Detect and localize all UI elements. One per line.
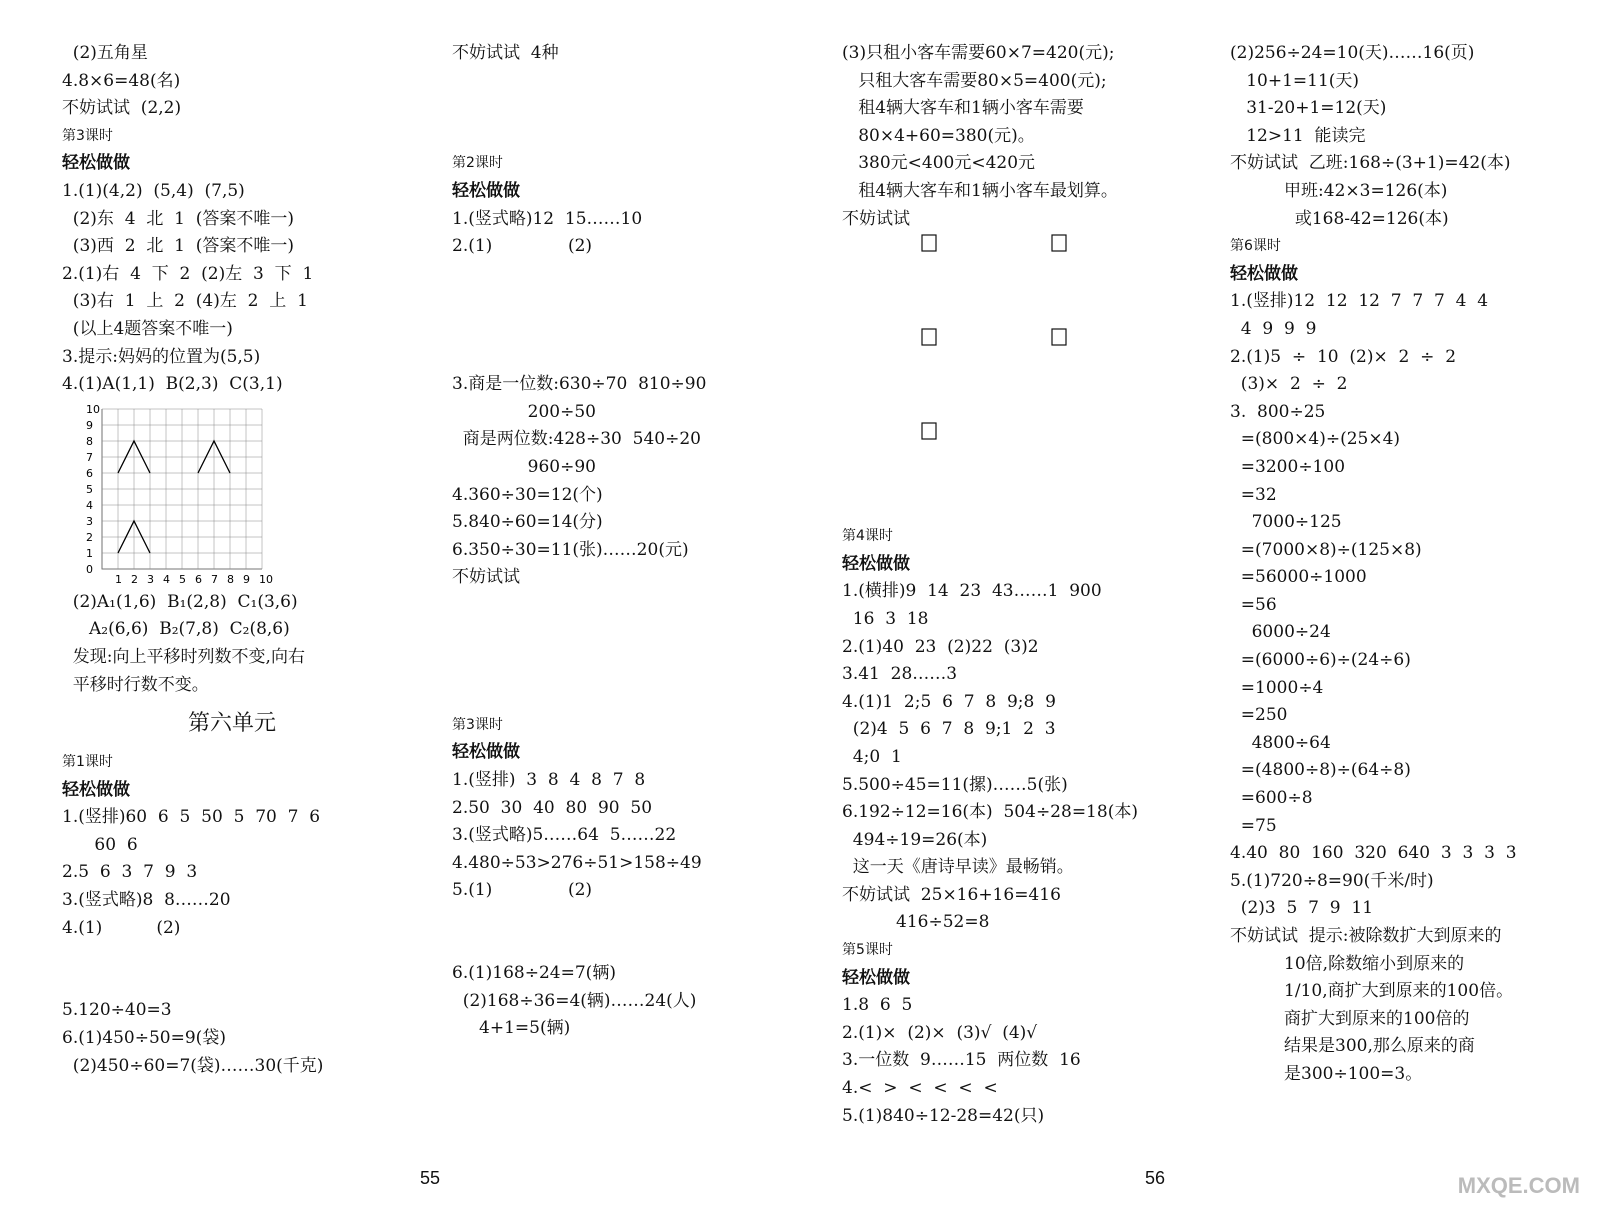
col2-line: 2.(1) (2)	[452, 236, 593, 257]
col4-line: =56000÷1000	[1230, 567, 1367, 588]
col4-line: 31-20+1=12(天)	[1230, 98, 1387, 119]
col3b-line: 第4课时	[842, 528, 893, 545]
x-tick-label: 10	[259, 572, 273, 586]
col4-line: =1000÷4	[1230, 677, 1324, 698]
col2-line	[452, 95, 812, 123]
col3-line: 租4辆大客车和1辆小客车最划算。	[842, 180, 1118, 201]
col3b-line: 4.< > < < < <	[842, 1078, 998, 1099]
col4-line: 结果是300,那么原来的商	[1230, 1036, 1475, 1057]
col4-line: 10+1=11(天)	[1230, 70, 1360, 91]
col1c-line: (2)450÷60=7(袋)……30(千克)	[62, 1055, 324, 1076]
y-tick-label: 6	[86, 466, 93, 480]
col1c-line	[62, 942, 402, 970]
col3-line: 380元<400元<420元	[842, 153, 1036, 174]
col3b-line: 416÷52=8	[842, 912, 990, 933]
col2-line: 3.商是一位数:630÷70 810÷90	[452, 374, 707, 395]
column-4	[1230, 40, 1570, 1089]
x-tick-label: 7	[211, 572, 218, 586]
col3b-line: 轻松做做	[842, 967, 910, 988]
col1-line: 第3课时	[62, 127, 113, 144]
col3-line: (3)只租小客车需要60×7=420(元);	[842, 43, 1115, 63]
col1b-line: (2)A₁(1,6) B₁(2,8) C₁(3,6)	[62, 591, 298, 612]
col4-line: =(6000÷6)÷(24÷6)	[1230, 650, 1411, 671]
col1c-line	[62, 970, 402, 998]
col2b-line: 4+1=5(辆)	[452, 1018, 571, 1039]
col4-line: =600÷8	[1230, 788, 1313, 809]
col2-line: 200÷50	[452, 401, 596, 422]
col4-line: =32	[1230, 484, 1277, 505]
col1-line: (2)东 4 北 1 (答案不唯一)	[62, 208, 295, 229]
col1-line: (3)西 2 北 1 (答案不唯一)	[62, 236, 295, 257]
col4-line: =56	[1230, 594, 1277, 615]
col1b-line: A₂(6,6) B₂(7,8) C₂(8,6)	[62, 619, 290, 640]
y-tick-label: 2	[86, 530, 93, 544]
col2-line	[452, 288, 812, 316]
col3-line: 租4辆大客车和1辆小客车需要	[842, 98, 1084, 119]
col4-line: (3)× 2 ÷ 2	[1230, 374, 1348, 395]
col2b-line: 6.(1)168÷24=7(辆)	[452, 963, 616, 984]
col3b-line: 2.(1)× (2)× (3)√ (4)√	[842, 1022, 1038, 1043]
x-tick-label: 6	[195, 572, 202, 586]
col2-line: 不妨试试	[452, 567, 520, 588]
col3b-line: 5.(1)840÷12-28=42(只)	[842, 1105, 1045, 1126]
col1c-line: 4.(1) (2)	[62, 917, 181, 938]
col4-line: 不妨试试 提示:被除数扩大到原来的	[1230, 926, 1502, 946]
col2b-line	[452, 933, 812, 961]
col4-line: 4.40 80 160 320 640 3 3 3 3	[1230, 843, 1517, 864]
column-1	[62, 40, 402, 1080]
col3b-line: 6.192÷12=16(本) 504÷28=18(本)	[842, 802, 1138, 823]
box-division-puzzles	[842, 233, 1222, 523]
col4-line: 1/10,商扩大到原来的100倍。	[1230, 981, 1514, 1002]
col3b-line: 轻松做做	[842, 553, 910, 574]
col2b-line: (2)168÷36=4(辆)……24(人)	[452, 990, 697, 1011]
col3b-line: 4;0 1	[842, 746, 902, 767]
col1c-line: 2.5 6 3 7 9 3	[62, 862, 198, 883]
col1c-line: 1.(竖排)60 6 5 50 5 70 7 6	[62, 807, 321, 828]
col1-line: 轻松做做	[62, 153, 130, 174]
col3b-line: 不妨试试 25×16+16=416	[842, 884, 1061, 905]
y-tick-label: 5	[86, 482, 93, 496]
x-tick-label: 2	[131, 572, 138, 586]
y-tick-label: 1	[86, 546, 93, 560]
col2-line: 1.(竖式略)12 15……10	[452, 208, 643, 229]
col4-line: 5.(1)720÷8=90(千米/时)	[1230, 870, 1434, 891]
col2b-line: 第3课时	[452, 716, 503, 733]
y-tick-label: 0	[86, 562, 93, 576]
col4-line: 或168-42=126(本)	[1230, 208, 1449, 229]
unit-title: 第六单元	[187, 711, 276, 737]
col1-line: 4.(1)A(1,1) B(2,3) C(3,1)	[62, 374, 283, 395]
col2b-line: 4.480÷53>276÷51>158÷49	[452, 852, 702, 873]
col3b-line: 5.500÷45=11(摞)……5(张)	[842, 774, 1068, 795]
x-tick-label: 9	[243, 572, 250, 586]
col4-line: 1.(竖排)12 12 12 7 7 7 4 4	[1230, 291, 1489, 312]
col1c-line: 60 6	[62, 834, 138, 855]
col2b-line: 2.50 30 40 80 90 50	[452, 797, 653, 818]
col3b-line: 1.(横排)9 14 23 43……1 900	[842, 581, 1102, 602]
col3b-line: 第5课时	[842, 942, 893, 959]
col4-line: 商扩大到原来的100倍的	[1230, 1008, 1470, 1029]
col4-line: 2.(1)5 ÷ 10 (2)× 2 ÷ 2	[1230, 346, 1457, 367]
col4-line: 12>11 能读完	[1230, 125, 1366, 146]
y-tick-label: 7	[86, 450, 93, 464]
col4-line: 6000÷24	[1230, 622, 1331, 643]
column-2	[452, 40, 812, 1043]
y-tick-label: 4	[86, 498, 93, 512]
col3-line: 只租大客车需要80×5=400(元);	[842, 70, 1107, 91]
col4-line: 轻松做做	[1230, 263, 1298, 284]
col1b-line: 平移时行数不变。	[62, 674, 209, 695]
col1-line: 4.8×6=48(名)	[62, 70, 181, 91]
col4-line: 10倍,除数缩小到原来的	[1230, 953, 1465, 974]
col3b-line: 4.(1)1 2;5 6 7 8 9;8 9	[842, 691, 1056, 712]
x-tick-label: 1	[115, 572, 122, 586]
col1c-line: 3.(竖式略)8 8……20	[62, 890, 231, 911]
col4-line: =75	[1230, 815, 1277, 836]
col3b-line: 这一天《唐诗早读》最畅销。	[842, 857, 1074, 878]
col2-line: 不妨试试 4种	[452, 43, 559, 63]
col4-line: 第6课时	[1230, 238, 1281, 255]
col4-line: =(4800÷8)÷(64÷8)	[1230, 760, 1411, 781]
y-tick-label: 10	[86, 402, 100, 416]
col4-line: 是300÷100=3。	[1230, 1063, 1423, 1084]
col4-line: 4 9 9 9	[1230, 318, 1317, 339]
col4-line: =(7000×8)÷(125×8)	[1230, 539, 1422, 560]
col1c-line: 5.120÷40=3	[62, 1000, 172, 1021]
column-3	[842, 40, 1222, 1130]
y-tick-label: 8	[86, 434, 93, 448]
col1-line: 2.(1)右 4 下 2 (2)左 3 下 1	[62, 263, 314, 284]
col4-line: (2)256÷24=10(天)……16(页)	[1230, 43, 1475, 63]
col4-line: 不妨试试 乙班:168÷(3+1)=42(本)	[1230, 153, 1511, 174]
col3-line: 80×4+60=380(元)。	[842, 125, 1035, 146]
col2-line	[452, 316, 812, 344]
col4-line: 7000÷125	[1230, 512, 1342, 533]
col4-line: 4800÷64	[1230, 732, 1331, 753]
col4-line: =250	[1230, 705, 1288, 726]
col1-line: (3)右 1 上 2 (4)左 2 上 1	[62, 291, 308, 312]
x-tick-label: 5	[179, 572, 186, 586]
col1-line: 不妨试试 (2,2)	[62, 98, 182, 119]
watermark: MXQE.COM	[1457, 1173, 1580, 1198]
col2-line	[452, 344, 812, 372]
col1-line: 1.(1)(4,2) (5,4) (7,5)	[62, 180, 245, 201]
page-number-right: 56	[1145, 1168, 1166, 1188]
col2-line: 6.350÷30=11(张)……20(元)	[452, 539, 689, 560]
col3b-line: 3.41 28……3	[842, 664, 958, 685]
col1c-line: 第1课时	[62, 754, 113, 771]
col1b-line: 发现:向上平移时列数不变,向右	[62, 646, 305, 667]
col3b-line: 2.(1)40 23 (2)22 (3)2	[842, 636, 1039, 657]
col2b-line	[452, 905, 812, 933]
col2-line: 商是两位数:428÷30 540÷20	[452, 429, 701, 450]
col4-line: 甲班:42×3=126(本)	[1230, 180, 1448, 201]
y-tick-label: 3	[86, 514, 93, 528]
x-tick-label: 8	[227, 572, 234, 586]
coordinate-grid	[62, 399, 402, 589]
col2-line: 4.360÷30=12(个)	[452, 484, 603, 505]
col2b-line: 3.(竖式略)5……64 5……22	[452, 825, 677, 846]
col1-line: 3.提示:妈妈的位置为(5,5)	[62, 346, 261, 367]
col2-line: 5.840÷60=14(分)	[452, 512, 603, 533]
col3b-line: 1.8 6 5	[842, 995, 913, 1016]
x-tick-label: 3	[147, 572, 154, 586]
col4-line: =3200÷100	[1230, 456, 1346, 477]
col3-line: 不妨试试	[842, 208, 910, 229]
col4-line: 3. 800÷25	[1230, 401, 1326, 422]
col2b-line: 5.(1) (2)	[452, 880, 593, 901]
page-number-left: 55	[420, 1168, 441, 1188]
col3b-line: (2)4 5 6 7 8 9;1 2 3	[842, 719, 1056, 740]
col2-line: 轻松做做	[452, 180, 520, 201]
col1c-line: 轻松做做	[62, 779, 130, 800]
col2b-line: 轻松做做	[452, 742, 520, 763]
col2b-line: 1.(竖排) 3 8 4 8 7 8	[452, 770, 646, 791]
col4-line: =(800×4)÷(25×4)	[1230, 429, 1401, 450]
col1-line: (以上4题答案不唯一)	[62, 318, 233, 339]
col1-line: (2)五角星	[62, 43, 148, 63]
col2-line	[452, 68, 812, 96]
y-tick-label: 9	[86, 418, 93, 432]
x-tick-label: 4	[163, 572, 170, 586]
col4-line: (2)3 5 7 9 11	[1230, 898, 1374, 919]
col2-line	[452, 261, 812, 289]
col3b-line: 16 3 18	[842, 608, 929, 629]
col2-line: 第2课时	[452, 155, 503, 172]
col2-line	[452, 123, 812, 151]
col3b-line: 494÷19=26(本)	[842, 829, 988, 850]
col2-line: 960÷90	[452, 456, 596, 477]
col1c-line: 6.(1)450÷50=9(袋)	[62, 1028, 226, 1049]
col3b-line: 3.一位数 9……15 两位数 16	[842, 1050, 1081, 1071]
